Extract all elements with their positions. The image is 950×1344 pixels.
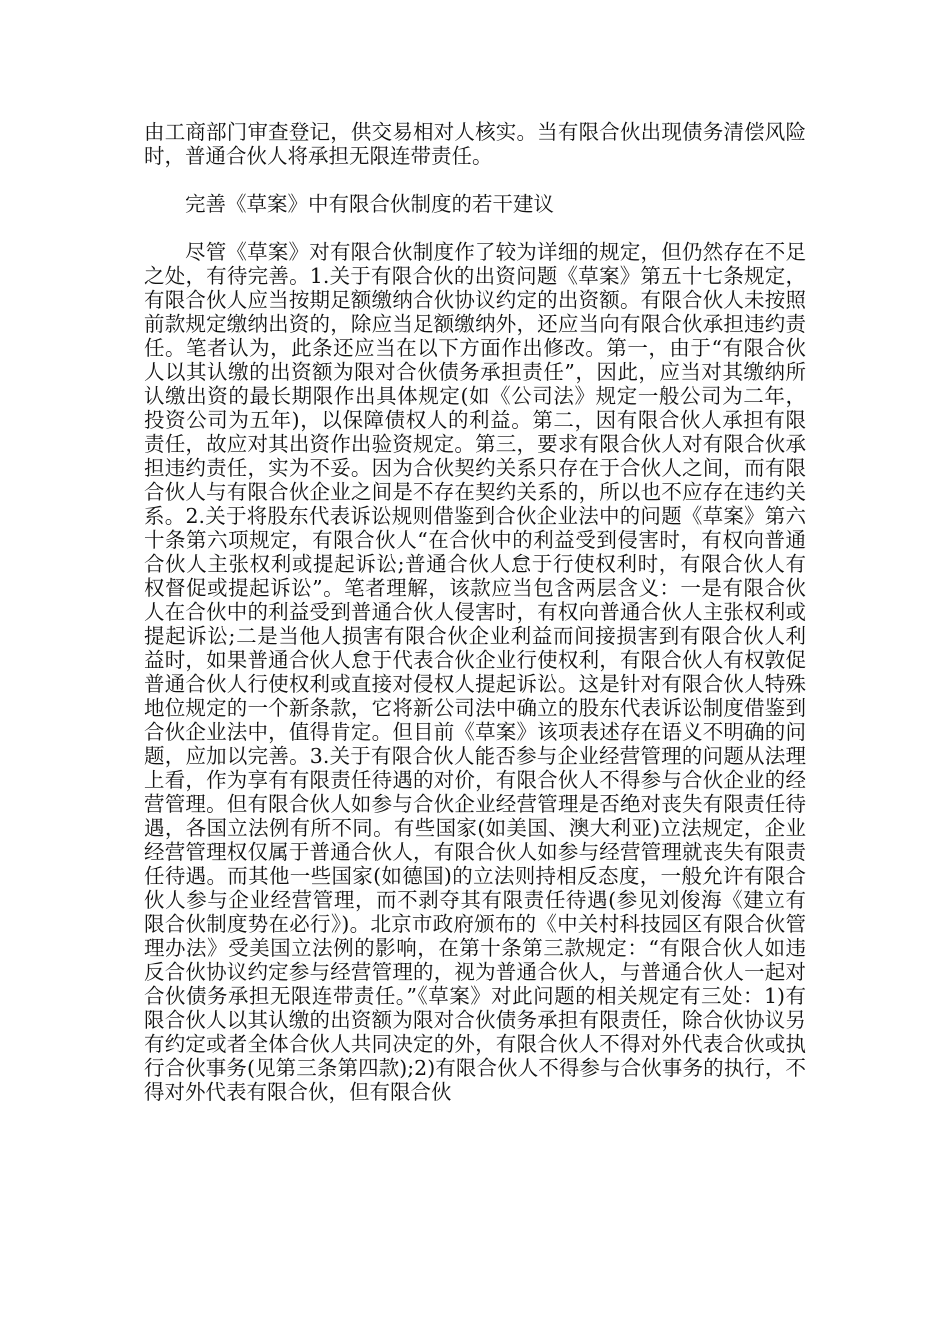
document-body [144, 120, 806, 1104]
lead-paragraph: 由工商部门审查登记，供交易相对人核实。当有限合伙出现债务清偿风险时，普通合伙人将承担无限连带责任。 [144, 120, 806, 168]
section-heading: 完善《草案》中有限合伙制度的若干建议 [185, 192, 554, 216]
body-paragraph: 尽管《草案》对有限合伙制度作了较为详细的规定，但仍然存在不足之处，有待完善。1.关于有限合伙的出资问题《草案》第五十七条规定，有限合伙人应当按期足额缴纳合伙协议约定的出资额。有限合伙人未按照前款规定缴纳出资的，除应当足额缴纳外，还应当向有限合伙承担违约责任。笔者认为，此条还应当在以下方面作出修改。第一，由于“有限合伙人以其认缴的出资额为限对合伙债务承担责任”，因此，应当对其缴纳所认缴出资的最长期限作出具体规定(如《公司法》规定一般公司为二年，投资公司为五年)，以保障债权人的利益。第二，因有限合伙人承担有限责任，故应对其出资作出验资规定。第三，要求有限合伙人对有限合伙承担违约责任，实为不妥。因为合伙契约关系只存在于合伙人之间，而有限合伙人与有限合伙企业之间是不存在契约关系的，所以也不应存在违约关系。2.关于将股东代表诉讼规则借鉴到合伙企业法中的问题《草案》第六十条第六项规定，有限合伙人“在合伙中的利益受到侵害时，有权向普通合伙人主张权利或提起诉讼;普通合伙人怠于行使权利时，有限合伙人有权督促或提起诉讼”。笔者理解，该款应当包含两层含义：一是有限合伙人在合伙中的利益受到普通合伙人侵害时，有权向普通合伙人主张权利或提起诉讼;二是当他人损害有限合伙企业利益而间接损害到有限合伙人利益时，如果普通合伙人怠于代表合伙企业行使权利，有限合伙人有权敦促普通合伙人行使权利或直接对侵权人提起诉讼。这是针对有限合伙人特殊地位规定的一个新条款，它将新公司法中确立的股东代表诉讼制度借鉴到合伙企业法中，值得肯定。但目前《草案》该项表述存在语义不明确的问题，应加以完善。3.关于有限合伙人能否参与企业经营管理的问题从法理上看，作为享有有限责任待遇的对价，有限合伙人不得参与合伙企业的经营管理。但有限合伙人如参与合伙企业经营管理是否绝对丧失有限责任待遇，各国立法例有所不同。有些国家(如美国、澳大利亚)立法规定，企业经营管理权仅属于普通合伙人，有限合伙人如参与经营管理就丧失有限责任待遇。而其他一些国家(如德国)的立法则持相反态度，一般允许有限合伙人参与企业经营管理，而不剥夺其有限责任待遇(参见刘俊海《建立有限合伙制度势在必行》)。北京市政府颁布的《中关村科技园区有限合伙管理办法》受美国立法例的影响，在第十条第三款规定：“有限合伙人如违反合伙协议约定参与经营管理的，视为普通合伙人，与普通合伙人一起对合伙债务承担无限连带责任。”《草案》对此问题的相关规定有三处：1)有限合伙人以其认缴的出资额为限对合伙债务承担有限责任，除合伙协议另有约定或者全体合伙人共同决定的外，有限合伙人不得对外代表合伙或执行合伙事务(见第三条第四款);2)有限合伙人不得参与合伙事务的执行，不得对外代表有限合伙，但有限合伙 [144, 240, 806, 1104]
